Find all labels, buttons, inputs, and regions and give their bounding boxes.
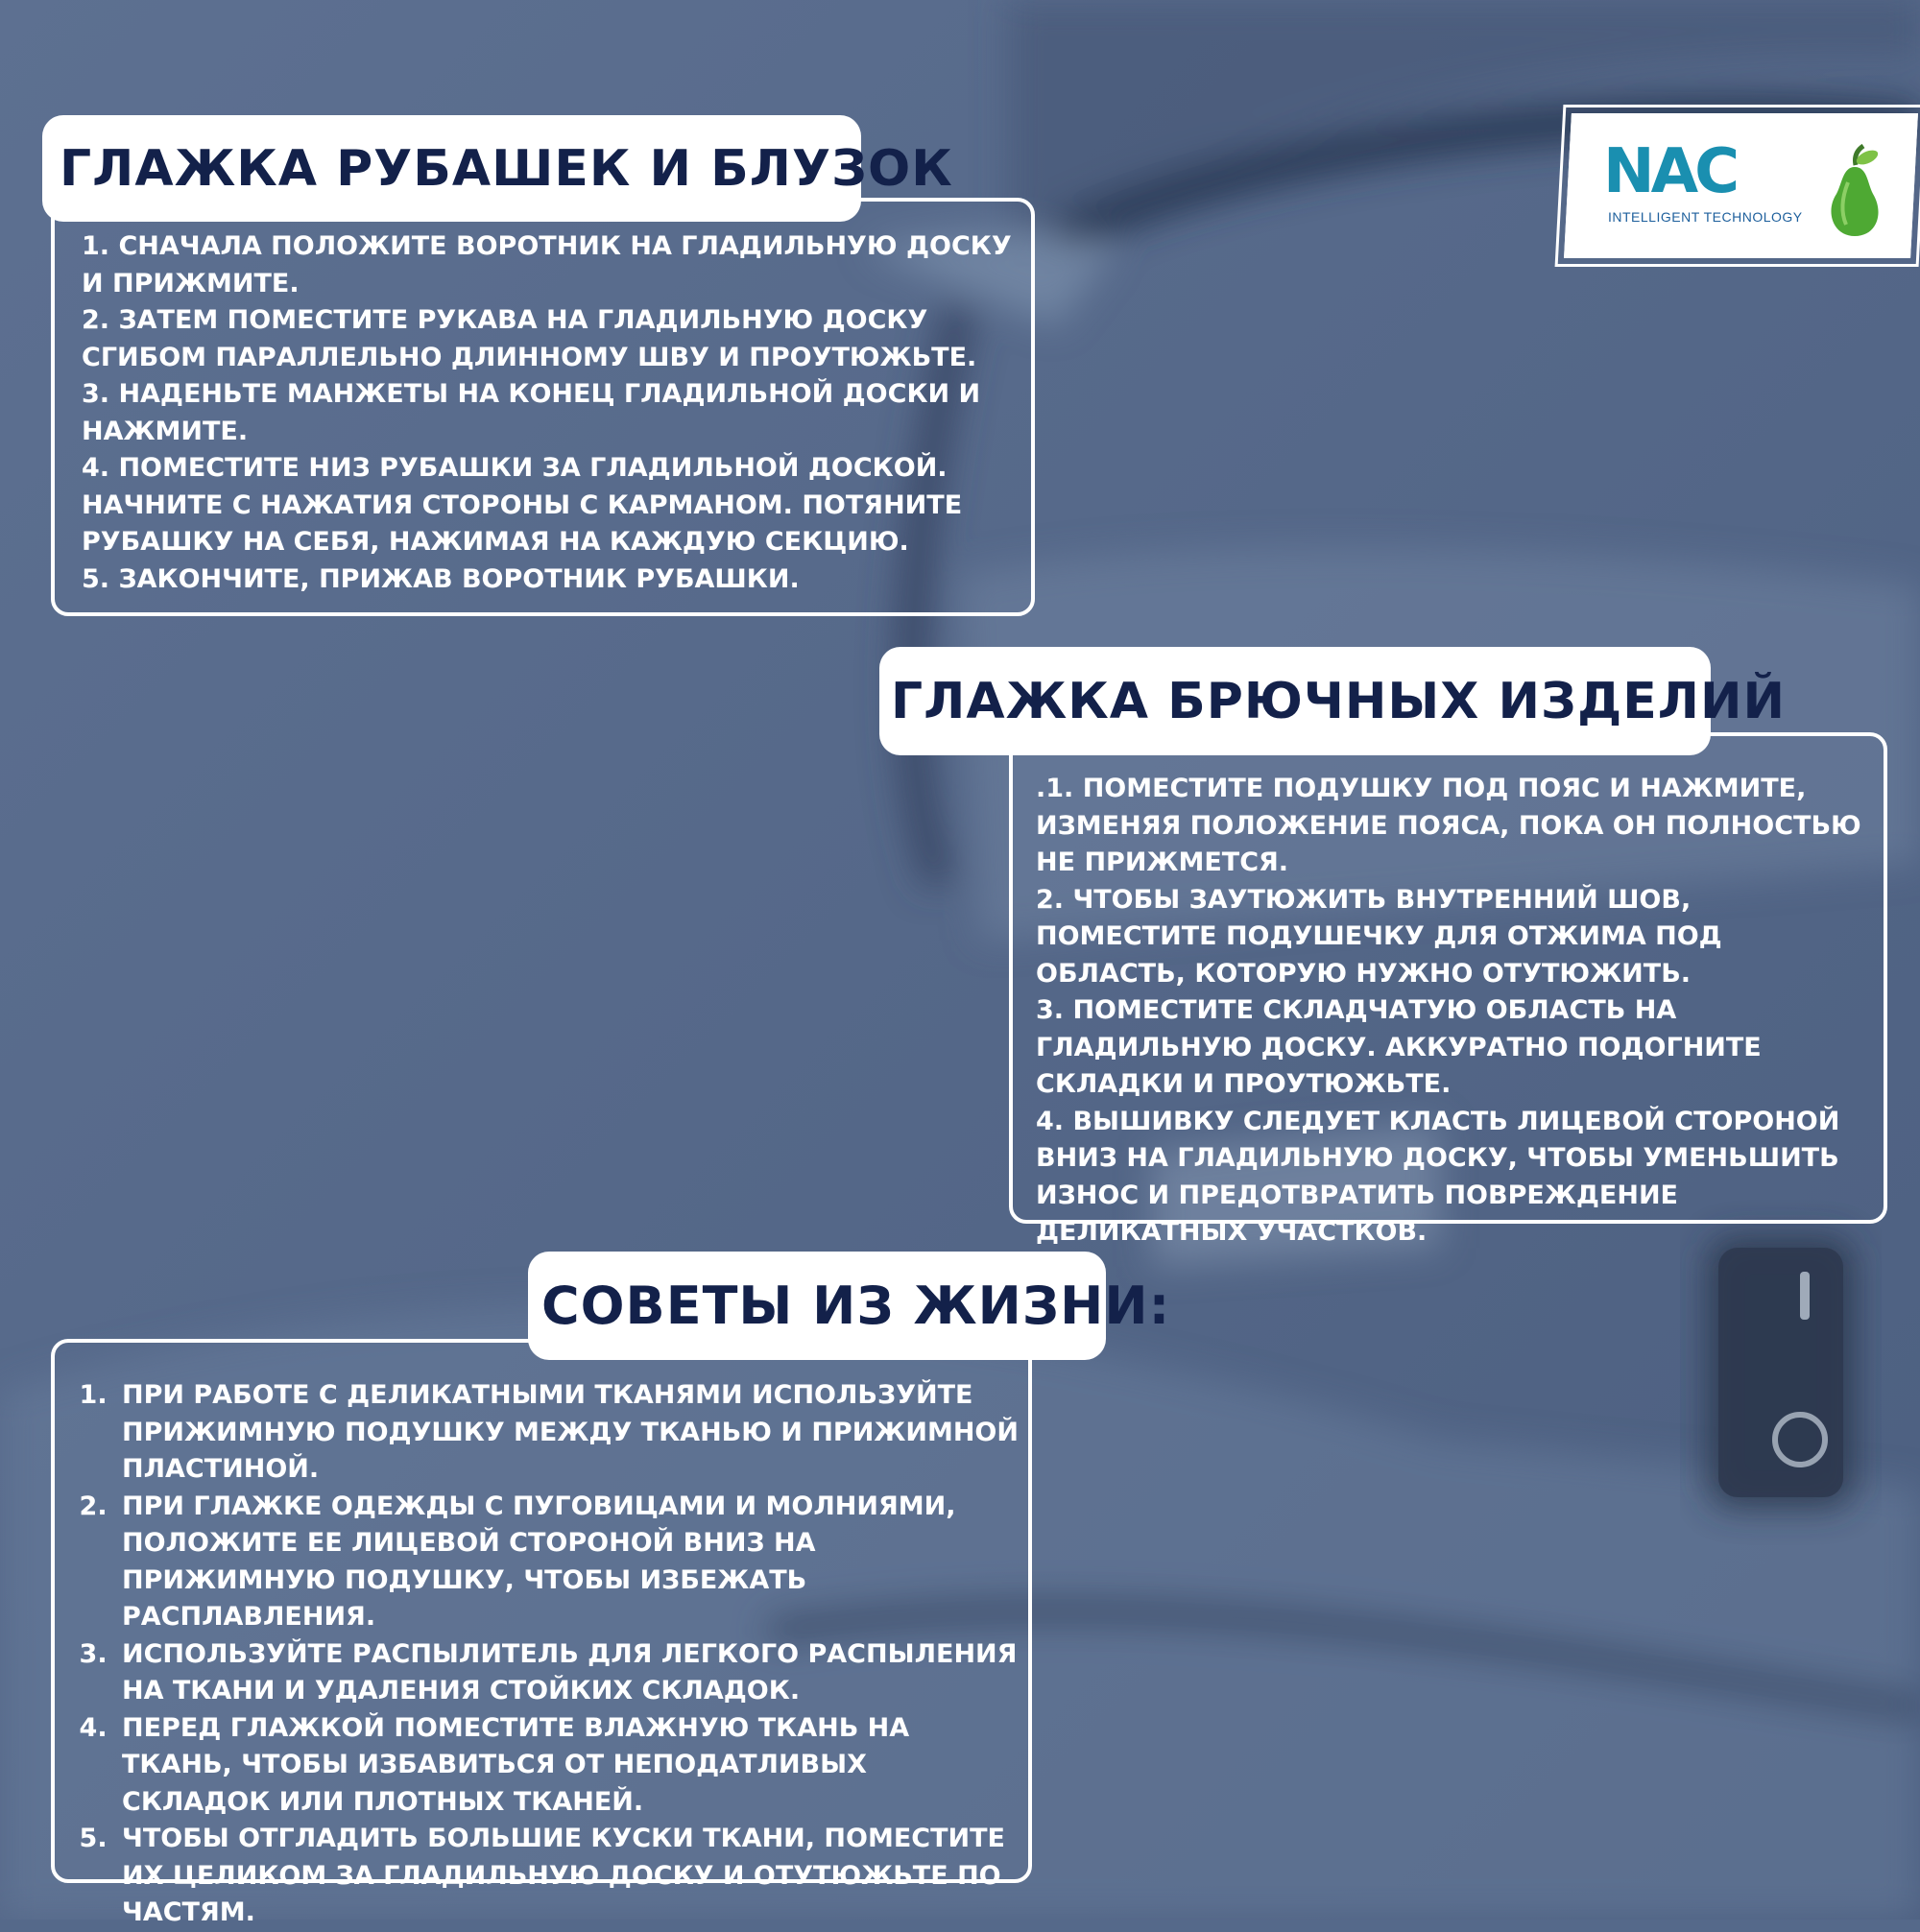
trousers-steps-panel	[1009, 732, 1887, 1247]
logo-tagline: INTELLIGENT TECHNOLOGY	[1608, 209, 1803, 225]
trousers-step-3: 3. ПОМЕСТИТЕ СКЛАДЧАТУЮ ОБЛАСТЬ НА ГЛАДИЛЬНУЮ ДОСКУ. АККУРАТНО ПОДОГНИТЕ СКЛАДКИ И ПРОУТЮЖЬТЕ.	[1036, 995, 1762, 1099]
pear-icon	[1819, 144, 1891, 244]
trousers-step-4: 4. ВЫШИВКУ СЛЕДУЕТ КЛАСТЬ ЛИЦЕВОЙ СТОРОНОЙ ВНИЗ НА ГЛАДИЛЬНУЮ ДОСКУ, ЧТОБЫ УМЕНЬШИТЬ ИЗНОС И ПРЕДОТВРАТИТЬ ПОВРЕЖДЕНИЕ ДЕЛИКАТНЫХ УЧАСТКОВ.	[1036, 1106, 1840, 1247]
trousers-step-1: .1. ПОМЕСТИТЕ ПОДУШКУ ПОД ПОЯС И НАЖМИТЕ, ИЗМЕНЯЯ ПОЛОЖЕНИЕ ПОЯСА, ПОКА ОН ПОЛНОСТЬЮ НЕ ПРИЖМЕТСЯ.	[1036, 774, 1861, 877]
tips-list	[89, 1377, 1019, 1932]
shirts-steps-panel	[51, 198, 1035, 616]
tip-item-3: 3. ИСПОЛЬЗУЙТЕ РАСПЫЛИТЕЛЬ ДЛЯ ЛЕГКОГО РАСПЫЛЕНИЯ НА ТКАНИ И УДАЛЕНИЯ СТОЙКИХ СКЛАДОК.	[116, 1636, 1019, 1710]
shirts-step-3: 3. НАДЕНЬТЕ МАНЖЕТЫ НА КОНЕЦ ГЛАДИЛЬНОЙ ДОСКИ И НАЖМИТЕ.	[82, 379, 981, 446]
tips-panel	[51, 1339, 1032, 1927]
tip-item-1: 1. ПРИ РАБОТЕ С ДЕЛИКАТНЫМИ ТКАНЯМИ ИСПОЛЬЗУЙТЕ ПРИЖИМНУЮ ПОДУШКУ МЕЖДУ ТКАНЬЮ И ПРИЖИМНОЙ ПЛАСТИНОЙ.	[116, 1377, 1019, 1489]
shirts-step-5: 5. ЗАКОНЧИТЕ, ПРИЖАВ ВОРОТНИК РУБАШКИ.	[82, 563, 800, 594]
trousers-step-2: 2. ЧТОБЫ ЗАУТЮЖИТЬ ВНУТРЕННИЙ ШОВ, ПОМЕСТИТЕ ПОДУШЕЧКУ ДЛЯ ОТЖИМА ПОД ОБЛАСТЬ, КОТОРУЮ НУЖНО ОТУТЮЖИТЬ.	[1036, 884, 1722, 989]
shirts-step-2: 2. ЗАТЕМ ПОМЕСТИТЕ РУКАВА НА ГЛАДИЛЬНУЮ ДОСКУ СГИБОМ ПАРАЛЛЕЛЬНО ДЛИННОМУ ШВУ И ПРОУТЮЖЬТЕ.	[82, 305, 977, 372]
shirts-step-1: 1. СНАЧАЛА ПОЛОЖИТЕ ВОРОТНИК НА ГЛАДИЛЬНУЮ ДОСКУ И ПРИЖМИТЕ.	[82, 231, 1012, 298]
tip-item-2: 2. ПРИ ГЛАЖКЕ ОДЕЖДЫ С ПУГОВИЦАМИ И МОЛНИЯМИ, ПОЛОЖИТЕ ЕЕ ЛИЦЕВОЙ СТОРОНОЙ ВНИЗ НА ПРИЖИМНУЮ ПОДУШКУ, ЧТОБЫ ИЗБЕЖАТЬ РАСПЛАВЛЕНИЯ.	[116, 1489, 1019, 1636]
shirts-title: ГЛАЖКА РУБАШЕК И БЛУЗОК	[42, 115, 861, 222]
trousers-title: ГЛАЖКА БРЮЧНЫХ ИЗДЕЛИЙ	[879, 647, 1711, 755]
tip-item-4: 4. ПЕРЕД ГЛАЖКОЙ ПОМЕСТИТЕ ВЛАЖНУЮ ТКАНЬ НА ТКАНЬ, ЧТОБЫ ИЗБАВИТЬСЯ ОТ НЕПОДАТЛИВЫХ СКЛАДОК ИЛИ ПЛОТНЫХ ТКАНЕЙ.	[116, 1710, 1019, 1822]
tip-item-5: 5. ЧТОБЫ ОТГЛАДИТЬ БОЛЬШИЕ КУСКИ ТКАНИ, ПОМЕСТИТЕ ИХ ЦЕЛИКОМ ЗА ГЛАДИЛЬНУЮ ДОСКУ И ОТУТЮЖЬТЕ ПО ЧАСТЯМ.	[116, 1821, 1019, 1932]
tips-title: СОВЕТЫ ИЗ ЖИЗНИ:	[528, 1252, 1106, 1360]
nac-logo	[1560, 106, 1920, 259]
shirts-step-4: 4. ПОМЕСТИТЕ НИЗ РУБАШКИ ЗА ГЛАДИЛЬНОЙ ДОСКОЙ. НАЧНИТЕ С НАЖАТИЯ СТОРОНЫ С КАРМАНОМ. ПОТЯНИТЕ РУБАШКУ НА СЕБЯ, НАЖИМАЯ НА КАЖДУЮ СЕКЦИЮ.	[82, 453, 963, 557]
logo-wordmark: NAC	[1603, 136, 1737, 207]
